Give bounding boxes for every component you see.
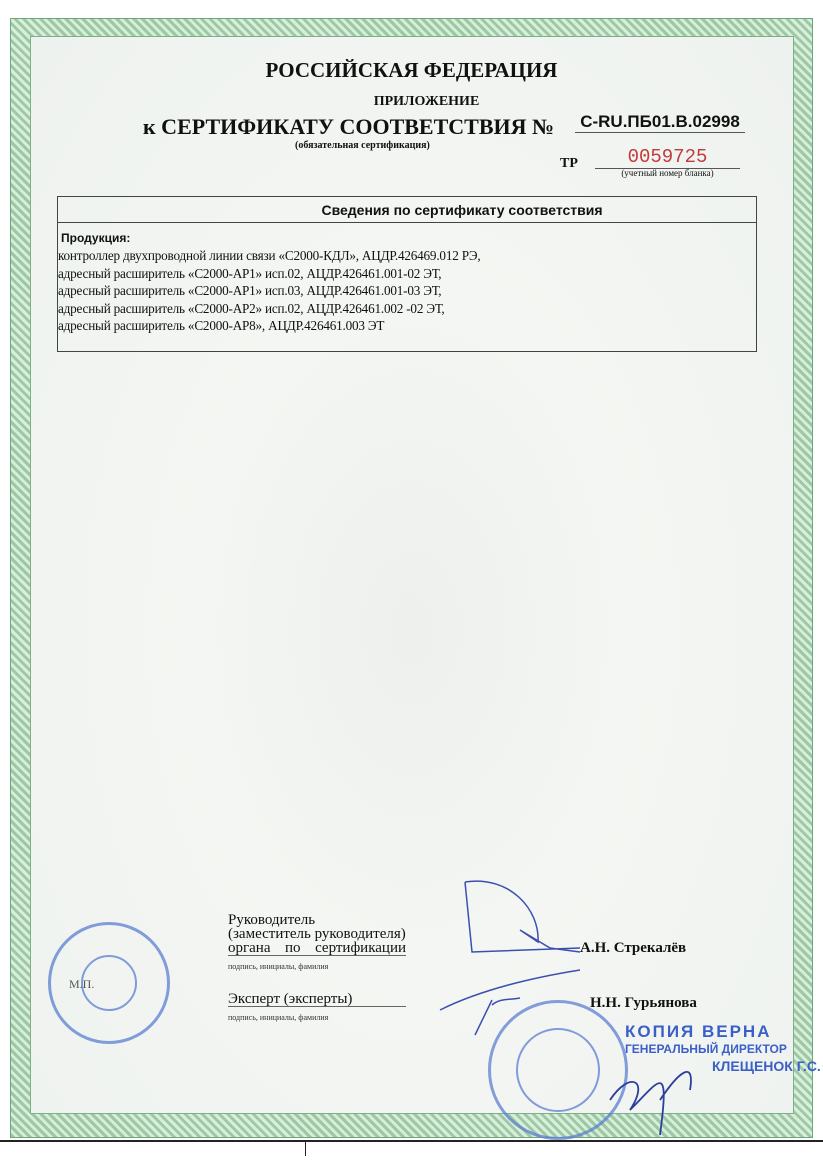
expert-name: Н.Н. Гурьянова	[590, 995, 697, 1011]
country-title: РОССИЙСКАЯ ФЕДЕРАЦИЯ	[265, 58, 558, 82]
copy-certified: КОПИЯ ВЕРНА	[625, 1022, 772, 1041]
product-list	[58, 247, 756, 335]
certificate-title: к СЕРТИФИКАТУ СООТВЕТСТВИЯ №	[143, 114, 555, 139]
scan-edge	[0, 1140, 823, 1142]
mp-label: М.П.	[69, 977, 95, 991]
tr-label: ТР	[560, 156, 578, 171]
blank-number-label: (учетный номер бланка)	[621, 168, 714, 178]
expert-signature-label	[228, 992, 406, 1025]
director-name: КЛЕЩЕНОК Г.С.	[712, 1058, 821, 1074]
mandatory-note: (обязательная сертификация)	[295, 140, 430, 151]
certificate-number: C-RU.ПБ01.В.02998	[575, 112, 745, 133]
head-name: А.Н. Стрекалёв	[580, 940, 687, 956]
product-label: Продукция:	[61, 231, 131, 245]
product-item: адресный расширитель «С2000-АР8», АЦДР.426461.003 ЭТ	[58, 318, 385, 333]
head-signature-label	[228, 913, 406, 974]
blank-number: 0059725	[595, 146, 740, 169]
details-heading: Сведения по сертификату соответствия	[58, 197, 756, 223]
expert-line: Эксперт (эксперты)	[228, 992, 406, 1007]
product-item: адресный расширитель «С2000-АР1» исп.03, АЦДР.426461.001-03 ЭТ,	[58, 283, 442, 298]
product-item: адресный расширитель «С2000-АР1» исп.02, АЦДР.426461.001-02 ЭТ,	[58, 265, 442, 281]
details-box	[57, 196, 757, 352]
head-line: (заместитель руководителя)	[228, 926, 406, 942]
appendix-title: ПРИЛОЖЕНИЕ	[373, 94, 480, 109]
signature-caption: подпись, инициалы, фамилия	[228, 962, 329, 971]
head-line: органа по сертификации	[228, 940, 406, 956]
product-item: контроллер двухпроводной линии связи «С2000-КДЛ», АЦДР.426469.012 РЭ,	[58, 248, 481, 263]
director-signature	[600, 1040, 710, 1140]
head-line: Руководитель	[228, 912, 316, 928]
signature-caption: подпись, инициалы, фамилия	[228, 1013, 329, 1022]
product-item: адресный расширитель «С2000-АР2» исп.02, АЦДР.426461.002 -02 ЭТ,	[58, 300, 445, 316]
scan-edge	[305, 1142, 306, 1156]
director-title: ГЕНЕРАЛЬНЫЙ ДИРЕКТОР	[625, 1042, 787, 1056]
certification-body-stamp	[48, 922, 170, 1044]
